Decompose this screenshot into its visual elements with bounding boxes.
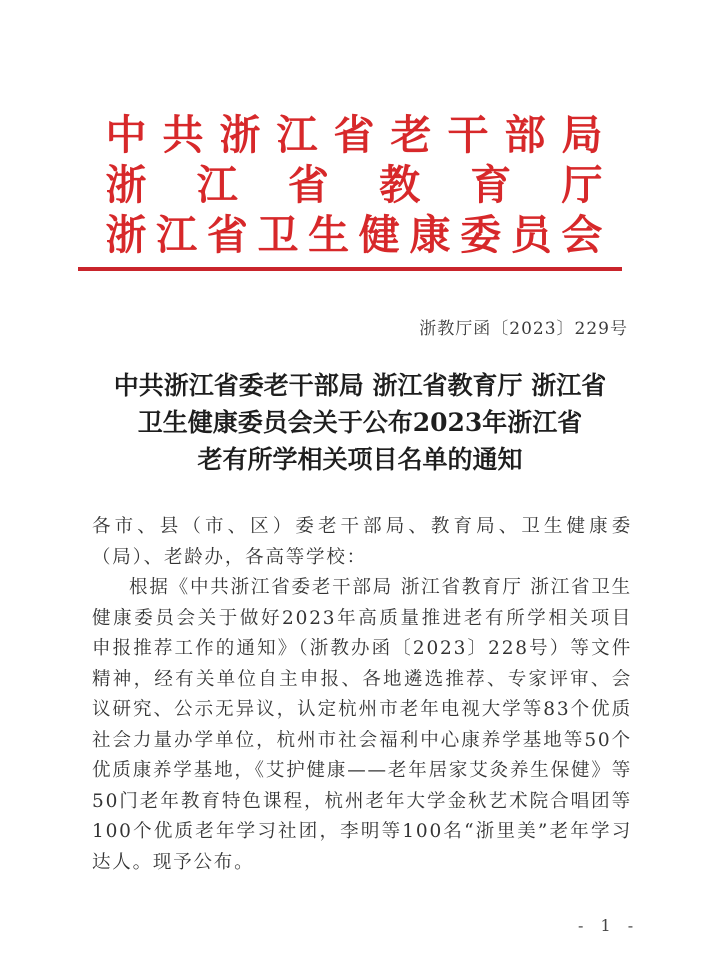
- letterhead-char: 老: [390, 111, 432, 159]
- letterhead-char: 生: [308, 211, 350, 259]
- letterhead-char: 中: [105, 111, 147, 159]
- title-line-3: 老有所学相关项目名单的通知: [197, 445, 523, 474]
- letterhead-char: 省: [206, 211, 248, 259]
- letterhead-char: 育: [470, 161, 512, 209]
- letterhead-char: 教: [379, 161, 421, 209]
- document-number: 浙教厅函〔2023〕229号: [419, 319, 628, 339]
- addressee: 各市、县（市、区）委老干部局、教育局、卫生健康委（局）、老龄办，各高等学校：: [92, 516, 632, 568]
- document-body: [92, 512, 632, 878]
- letterhead-line-2: [104, 160, 604, 210]
- letterhead-char: 会: [561, 211, 603, 259]
- letterhead-char: 员: [510, 211, 552, 259]
- document-title: [80, 367, 640, 478]
- letterhead-char: 委: [460, 211, 502, 259]
- letterhead-char: 干: [447, 111, 489, 159]
- letterhead-char: 康: [409, 211, 451, 259]
- letterhead-line-1: [104, 110, 604, 160]
- letterhead-char: 浙: [219, 111, 261, 159]
- red-letterhead: [104, 110, 604, 260]
- body-paragraph-1: 根据《中共浙江省委老干部局 浙江省教育厅 浙江省卫生健康委员会关于做好2023年高质量推进老有所学相关项目申报推荐工作的通知》（浙教办函〔2023〕228号）等文件精神，经有关单位自主申报、各地遴选推荐、专家评审、会议研究、公示无异议，认定杭州市老年电视大学等83个优质社会力量办学单位，杭州市社会福利中心康养学基地等50个优质康养学基地，《艾护健康——老年居家艾灸养生保健》等50门老年教育特色课程，杭州老年大学金秋艺术院合唱团等100个优质老年学习社团，李明等100名“浙里美”老年学习达人。现予公布。: [92, 577, 632, 873]
- letterhead-char: 浙: [105, 161, 147, 209]
- letterhead-char: 厅: [561, 161, 603, 209]
- letterhead-char: 江: [196, 161, 238, 209]
- page-number: - 1 -: [578, 916, 640, 935]
- letterhead-char: 健: [358, 211, 400, 259]
- letterhead-char: 省: [333, 111, 375, 159]
- letterhead-char: 卫: [257, 211, 299, 259]
- letterhead-char: 省: [287, 161, 329, 209]
- letterhead-line-3: [104, 210, 604, 260]
- letterhead-char: 江: [276, 111, 318, 159]
- letterhead-char: 局: [561, 111, 603, 159]
- title-line-1: 中共浙江省委老干部局 浙江省教育厅 浙江省: [113, 371, 607, 400]
- letterhead-char: 江: [156, 211, 198, 259]
- letterhead-char: 部: [504, 111, 546, 159]
- letterhead-char: 共: [162, 111, 204, 159]
- title-line-2: 卫生健康委员会关于公布2023年浙江省: [137, 408, 583, 437]
- letterhead-char: 浙: [105, 211, 147, 259]
- red-divider-rule: [78, 267, 622, 271]
